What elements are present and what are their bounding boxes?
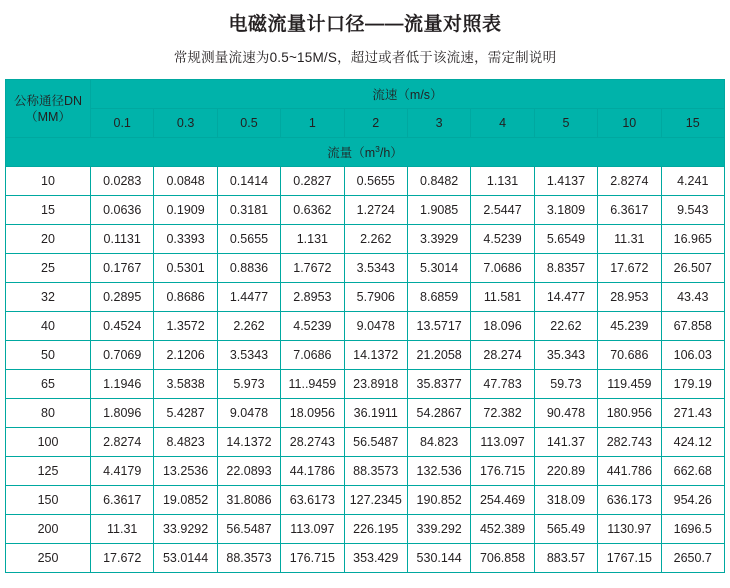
table-row bbox=[6, 341, 725, 370]
dn-value-cell: 32 bbox=[6, 283, 91, 312]
flow-value-cell: 0.1131 bbox=[91, 225, 154, 254]
flow-value-cell: 22.62 bbox=[534, 312, 597, 341]
table-row bbox=[6, 544, 725, 573]
dn-value-cell: 125 bbox=[6, 457, 91, 486]
flow-value-cell: 1.131 bbox=[281, 225, 344, 254]
flow-value-cell: 0.4524 bbox=[91, 312, 154, 341]
flow-value-cell: 22.0893 bbox=[217, 457, 280, 486]
flow-value-cell: 72.382 bbox=[471, 399, 534, 428]
flow-value-cell: 2.8953 bbox=[281, 283, 344, 312]
flow-value-cell: 1.4137 bbox=[534, 167, 597, 196]
flow-value-cell: 0.1909 bbox=[154, 196, 217, 225]
dn-column-header bbox=[6, 80, 91, 138]
table-row bbox=[6, 486, 725, 515]
flow-value-cell: 28.2743 bbox=[281, 428, 344, 457]
flow-value-cell: 8.4823 bbox=[154, 428, 217, 457]
header-row-flowrate-title bbox=[6, 138, 725, 167]
flow-value-cell: 3.1809 bbox=[534, 196, 597, 225]
flow-value-cell: 35.343 bbox=[534, 341, 597, 370]
table-row bbox=[6, 283, 725, 312]
flow-value-cell: 63.6173 bbox=[281, 486, 344, 515]
flow-value-cell: 0.5655 bbox=[217, 225, 280, 254]
dn-value-cell: 150 bbox=[6, 486, 91, 515]
flow-value-cell: 8.8357 bbox=[534, 254, 597, 283]
flow-value-cell: 0.7069 bbox=[91, 341, 154, 370]
flow-value-cell: 5.973 bbox=[217, 370, 280, 399]
flow-value-cell: 0.2827 bbox=[281, 167, 344, 196]
dn-value-cell: 10 bbox=[6, 167, 91, 196]
flowrate-exponent: 3 bbox=[375, 143, 380, 154]
flow-value-cell: 180.956 bbox=[598, 399, 661, 428]
flow-value-cell: 3.5838 bbox=[154, 370, 217, 399]
flow-value-cell: 54.2867 bbox=[407, 399, 470, 428]
flow-value-cell: 17.672 bbox=[598, 254, 661, 283]
flow-value-cell: 4.4179 bbox=[91, 457, 154, 486]
flow-value-cell: 2.8274 bbox=[598, 167, 661, 196]
flow-value-cell: 43.43 bbox=[661, 283, 724, 312]
flow-value-cell: 1696.5 bbox=[661, 515, 724, 544]
flow-value-cell: 88.3573 bbox=[344, 457, 407, 486]
table-row bbox=[6, 428, 725, 457]
flow-value-cell: 113.097 bbox=[471, 428, 534, 457]
table-body bbox=[6, 167, 725, 573]
flow-value-cell: 0.1414 bbox=[217, 167, 280, 196]
flow-value-cell: 441.786 bbox=[598, 457, 661, 486]
speed-col-4: 2 bbox=[344, 109, 407, 138]
table-row bbox=[6, 312, 725, 341]
header-row-speed-values bbox=[6, 109, 725, 138]
flow-value-cell: 7.0686 bbox=[281, 341, 344, 370]
flow-value-cell: 1767.15 bbox=[598, 544, 661, 573]
speed-col-7: 5 bbox=[534, 109, 597, 138]
flow-value-cell: 1.4477 bbox=[217, 283, 280, 312]
table-row bbox=[6, 225, 725, 254]
flow-value-cell: 6.3617 bbox=[91, 486, 154, 515]
flow-comparison-table bbox=[5, 79, 725, 573]
flow-value-cell: 1.8096 bbox=[91, 399, 154, 428]
flow-value-cell: 4.5239 bbox=[281, 312, 344, 341]
flow-value-cell: 5.6549 bbox=[534, 225, 597, 254]
flow-value-cell: 127.2345 bbox=[344, 486, 407, 515]
flow-value-cell: 53.0144 bbox=[154, 544, 217, 573]
flow-value-cell: 4.241 bbox=[661, 167, 724, 196]
dn-value-cell: 250 bbox=[6, 544, 91, 573]
flow-value-cell: 662.68 bbox=[661, 457, 724, 486]
flow-value-cell: 0.3393 bbox=[154, 225, 217, 254]
page-subtitle: 常规测量流速为0.5~15M/S，超过或者低于该流速，需定制说明 bbox=[173, 50, 557, 65]
flow-value-cell: 0.5301 bbox=[154, 254, 217, 283]
flow-value-cell: 18.096 bbox=[471, 312, 534, 341]
flow-value-cell: 954.26 bbox=[661, 486, 724, 515]
flow-value-cell: 2.5447 bbox=[471, 196, 534, 225]
flow-value-cell: 0.8836 bbox=[217, 254, 280, 283]
flow-value-cell: 8.6859 bbox=[407, 283, 470, 312]
flow-value-cell: 1.7672 bbox=[281, 254, 344, 283]
flow-value-cell: 2.1206 bbox=[154, 341, 217, 370]
flow-value-cell: 88.3573 bbox=[217, 544, 280, 573]
flow-value-cell: 14.477 bbox=[534, 283, 597, 312]
flow-value-cell: 318.09 bbox=[534, 486, 597, 515]
flow-value-cell: 0.8482 bbox=[407, 167, 470, 196]
flow-value-cell: 18.0956 bbox=[281, 399, 344, 428]
flow-value-cell: 33.9292 bbox=[154, 515, 217, 544]
flow-value-cell: 565.49 bbox=[534, 515, 597, 544]
speed-col-3: 1 bbox=[281, 109, 344, 138]
flow-value-cell: 3.5343 bbox=[217, 341, 280, 370]
flow-value-cell: 70.686 bbox=[598, 341, 661, 370]
table-row bbox=[6, 196, 725, 225]
flow-value-cell: 0.0636 bbox=[91, 196, 154, 225]
flow-value-cell: 119.459 bbox=[598, 370, 661, 399]
flow-value-cell: 0.8686 bbox=[154, 283, 217, 312]
flow-value-cell: 84.823 bbox=[407, 428, 470, 457]
flow-value-cell: 0.0848 bbox=[154, 167, 217, 196]
flow-value-cell: 179.19 bbox=[661, 370, 724, 399]
flowrate-prefix: 流量（m bbox=[327, 146, 376, 160]
flow-value-cell: 0.5655 bbox=[344, 167, 407, 196]
flow-value-cell: 0.3181 bbox=[217, 196, 280, 225]
flow-value-cell: 0.2895 bbox=[91, 283, 154, 312]
speed-col-8: 10 bbox=[598, 109, 661, 138]
flowrate-group-header bbox=[6, 138, 725, 167]
flow-value-cell: 26.507 bbox=[661, 254, 724, 283]
flow-value-cell: 1.1946 bbox=[91, 370, 154, 399]
table-row bbox=[6, 457, 725, 486]
flow-value-cell: 2.262 bbox=[217, 312, 280, 341]
flow-value-cell: 2.8274 bbox=[91, 428, 154, 457]
flow-value-cell: 1.3572 bbox=[154, 312, 217, 341]
flow-value-cell: 254.469 bbox=[471, 486, 534, 515]
flow-value-cell: 56.5487 bbox=[217, 515, 280, 544]
flow-value-cell: 9.0478 bbox=[344, 312, 407, 341]
flow-value-cell: 4.5239 bbox=[471, 225, 534, 254]
flowrate-suffix: /h） bbox=[379, 146, 403, 160]
table-row bbox=[6, 167, 725, 196]
flow-value-cell: 636.173 bbox=[598, 486, 661, 515]
dn-value-cell: 100 bbox=[6, 428, 91, 457]
flow-value-cell: 16.965 bbox=[661, 225, 724, 254]
flow-value-cell: 141.37 bbox=[534, 428, 597, 457]
flow-value-cell: 13.5717 bbox=[407, 312, 470, 341]
flow-value-cell: 5.4287 bbox=[154, 399, 217, 428]
table-row bbox=[6, 254, 725, 283]
flow-value-cell: 282.743 bbox=[598, 428, 661, 457]
table-container bbox=[5, 79, 725, 573]
speed-col-0: 0.1 bbox=[91, 109, 154, 138]
flow-value-cell: 67.858 bbox=[661, 312, 724, 341]
dn-value-cell: 20 bbox=[6, 225, 91, 254]
dn-value-cell: 15 bbox=[6, 196, 91, 225]
speed-col-1: 0.3 bbox=[154, 109, 217, 138]
flow-value-cell: 1.2724 bbox=[344, 196, 407, 225]
flow-value-cell: 353.429 bbox=[344, 544, 407, 573]
flow-value-cell: 220.89 bbox=[534, 457, 597, 486]
flow-value-cell: 13.2536 bbox=[154, 457, 217, 486]
flow-value-cell: 9.543 bbox=[661, 196, 724, 225]
flow-value-cell: 31.8086 bbox=[217, 486, 280, 515]
flow-value-cell: 113.097 bbox=[281, 515, 344, 544]
flow-value-cell: 0.6362 bbox=[281, 196, 344, 225]
flow-value-cell: 56.5487 bbox=[344, 428, 407, 457]
flow-value-cell: 226.195 bbox=[344, 515, 407, 544]
dn-header-line2: （MM） bbox=[25, 109, 71, 124]
flow-value-cell: 35.8377 bbox=[407, 370, 470, 399]
flow-value-cell: 190.852 bbox=[407, 486, 470, 515]
table-header bbox=[6, 80, 725, 167]
flow-value-cell: 2650.7 bbox=[661, 544, 724, 573]
flow-value-cell: 45.239 bbox=[598, 312, 661, 341]
flow-value-cell: 452.389 bbox=[471, 515, 534, 544]
flow-value-cell: 0.1767 bbox=[91, 254, 154, 283]
speed-col-2: 0.5 bbox=[217, 109, 280, 138]
flow-value-cell: 11.581 bbox=[471, 283, 534, 312]
flow-value-cell: 706.858 bbox=[471, 544, 534, 573]
flow-value-cell: 132.536 bbox=[407, 457, 470, 486]
flow-value-cell: 2.262 bbox=[344, 225, 407, 254]
flow-value-cell: 11.31 bbox=[91, 515, 154, 544]
flow-value-cell: 883.57 bbox=[534, 544, 597, 573]
flow-value-cell: 0.0283 bbox=[91, 167, 154, 196]
flow-value-cell: 6.3617 bbox=[598, 196, 661, 225]
header-row-speed-title bbox=[6, 80, 725, 109]
dn-value-cell: 80 bbox=[6, 399, 91, 428]
flow-value-cell: 106.03 bbox=[661, 341, 724, 370]
flow-value-cell: 21.2058 bbox=[407, 341, 470, 370]
flow-value-cell: 3.3929 bbox=[407, 225, 470, 254]
speed-col-6: 4 bbox=[471, 109, 534, 138]
flow-value-cell: 5.3014 bbox=[407, 254, 470, 283]
flow-value-cell: 424.12 bbox=[661, 428, 724, 457]
flow-value-cell: 14.1372 bbox=[344, 341, 407, 370]
flow-value-cell: 17.672 bbox=[91, 544, 154, 573]
dn-value-cell: 25 bbox=[6, 254, 91, 283]
flow-value-cell: 28.274 bbox=[471, 341, 534, 370]
flow-value-cell: 28.953 bbox=[598, 283, 661, 312]
table-row bbox=[6, 515, 725, 544]
flow-value-cell: 36.1911 bbox=[344, 399, 407, 428]
speed-col-5: 3 bbox=[407, 109, 470, 138]
flow-value-cell: 7.0686 bbox=[471, 254, 534, 283]
flow-value-cell: 1.131 bbox=[471, 167, 534, 196]
flow-value-cell: 176.715 bbox=[471, 457, 534, 486]
dn-value-cell: 200 bbox=[6, 515, 91, 544]
flow-value-cell: 90.478 bbox=[534, 399, 597, 428]
flow-value-cell: 9.0478 bbox=[217, 399, 280, 428]
flow-value-cell: 11..9459 bbox=[281, 370, 344, 399]
flow-value-cell: 11.31 bbox=[598, 225, 661, 254]
page-title: 电磁流量计口径——流量对照表 bbox=[228, 14, 502, 35]
flow-value-cell: 339.292 bbox=[407, 515, 470, 544]
dn-value-cell: 40 bbox=[6, 312, 91, 341]
table-row bbox=[6, 399, 725, 428]
flow-value-cell: 14.1372 bbox=[217, 428, 280, 457]
speed-col-9: 15 bbox=[661, 109, 724, 138]
flow-value-cell: 271.43 bbox=[661, 399, 724, 428]
flow-value-cell: 5.7906 bbox=[344, 283, 407, 312]
flow-value-cell: 176.715 bbox=[281, 544, 344, 573]
speed-group-header: 流速（m/s） bbox=[91, 80, 725, 109]
flow-value-cell: 59.73 bbox=[534, 370, 597, 399]
flow-value-cell: 23.8918 bbox=[344, 370, 407, 399]
flow-value-cell: 1130.97 bbox=[598, 515, 661, 544]
dn-value-cell: 65 bbox=[6, 370, 91, 399]
flow-value-cell: 47.783 bbox=[471, 370, 534, 399]
flow-value-cell: 3.5343 bbox=[344, 254, 407, 283]
flow-value-cell: 44.1786 bbox=[281, 457, 344, 486]
dn-value-cell: 50 bbox=[6, 341, 91, 370]
flow-value-cell: 19.0852 bbox=[154, 486, 217, 515]
dn-header-line1: 公称通径DN bbox=[13, 93, 83, 108]
table-row bbox=[6, 370, 725, 399]
flow-value-cell: 530.144 bbox=[407, 544, 470, 573]
flow-value-cell: 1.9085 bbox=[407, 196, 470, 225]
